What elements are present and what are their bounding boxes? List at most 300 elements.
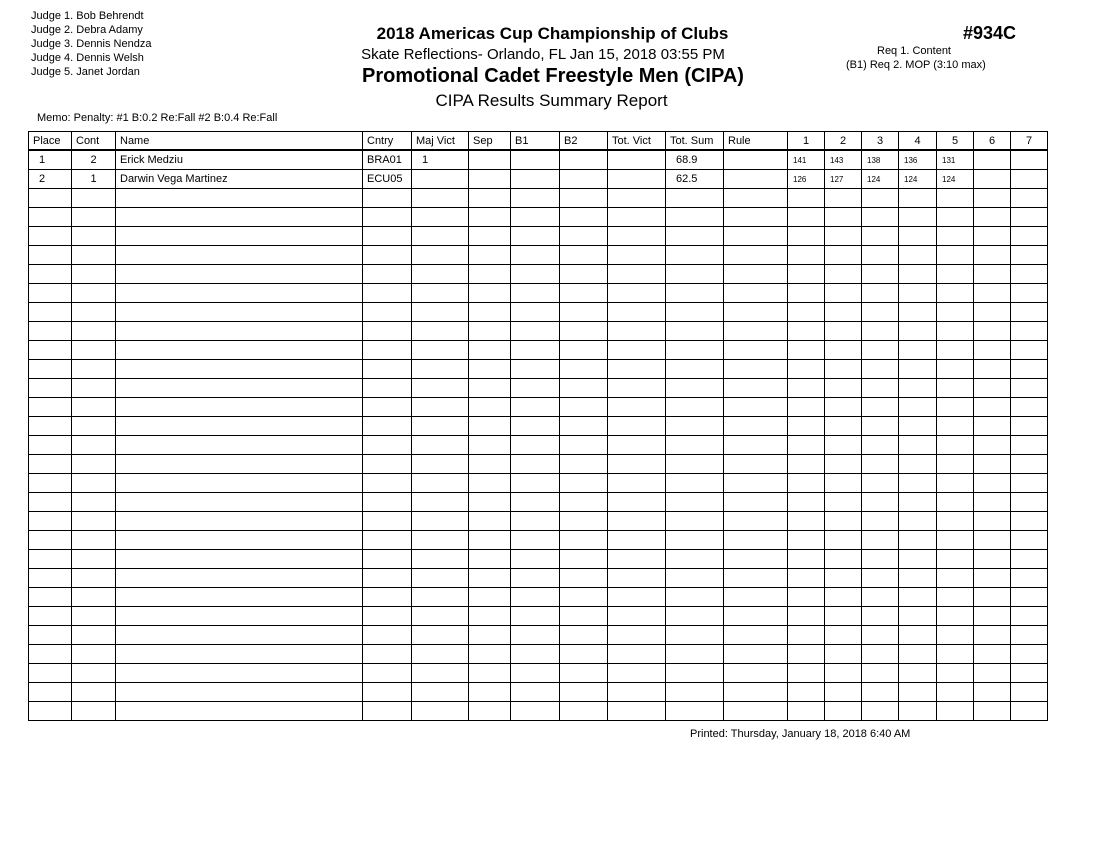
judge-5-score: 124 — [937, 170, 974, 189]
empty-cell — [608, 588, 666, 607]
empty-cell — [666, 702, 724, 721]
table-row-empty — [29, 683, 1048, 702]
empty-cell — [116, 588, 363, 607]
empty-cell — [937, 626, 974, 645]
empty-cell — [560, 588, 608, 607]
empty-cell — [788, 341, 825, 360]
empty-cell — [666, 189, 724, 208]
empty-cell — [862, 588, 899, 607]
empty-cell — [788, 588, 825, 607]
judge-2-score: 143 — [825, 150, 862, 170]
empty-cell — [974, 569, 1011, 588]
empty-cell — [511, 265, 560, 284]
empty-cell — [862, 512, 899, 531]
col-b2: B2 — [560, 132, 608, 151]
empty-cell — [724, 512, 788, 531]
empty-cell — [666, 398, 724, 417]
empty-cell — [608, 379, 666, 398]
empty-cell — [72, 474, 116, 493]
empty-cell — [937, 645, 974, 664]
empty-cell — [666, 379, 724, 398]
requirement-2: (B1) Req 2. MOP (3:10 max) — [846, 59, 986, 71]
empty-cell — [363, 208, 412, 227]
empty-cell — [560, 664, 608, 683]
empty-cell — [29, 626, 72, 645]
empty-cell — [724, 360, 788, 379]
empty-cell — [1011, 531, 1048, 550]
empty-cell — [116, 360, 363, 379]
empty-cell — [1011, 664, 1048, 683]
empty-cell — [363, 702, 412, 721]
memo: Memo: Penalty: #1 B:0.2 Re:Fall #2 B:0.4 Re:Fall — [37, 112, 278, 124]
empty-cell — [899, 227, 937, 246]
empty-cell — [862, 702, 899, 721]
empty-cell — [974, 360, 1011, 379]
empty-cell — [899, 379, 937, 398]
empty-cell — [1011, 436, 1048, 455]
empty-cell — [974, 550, 1011, 569]
table-row — [29, 170, 1048, 189]
empty-cell — [862, 284, 899, 303]
empty-cell — [937, 702, 974, 721]
empty-cell — [825, 322, 862, 341]
empty-cell — [1011, 208, 1048, 227]
maj-vict: 1 — [412, 150, 469, 170]
empty-cell — [116, 417, 363, 436]
empty-cell — [29, 303, 72, 322]
empty-cell — [862, 645, 899, 664]
empty-cell — [72, 664, 116, 683]
empty-cell — [974, 512, 1011, 531]
empty-cell — [974, 246, 1011, 265]
empty-cell — [72, 341, 116, 360]
empty-cell — [116, 702, 363, 721]
empty-cell — [724, 227, 788, 246]
empty-cell — [974, 607, 1011, 626]
table-row-empty — [29, 322, 1048, 341]
empty-cell — [29, 683, 72, 702]
empty-cell — [666, 607, 724, 626]
empty-cell — [724, 474, 788, 493]
empty-cell — [363, 588, 412, 607]
empty-cell — [862, 360, 899, 379]
empty-cell — [116, 303, 363, 322]
empty-cell — [560, 227, 608, 246]
empty-cell — [412, 645, 469, 664]
empty-cell — [412, 303, 469, 322]
empty-cell — [974, 227, 1011, 246]
event-number: #934C — [963, 23, 1017, 43]
empty-cell — [608, 246, 666, 265]
empty-cell — [937, 208, 974, 227]
empty-cell — [511, 208, 560, 227]
empty-cell — [560, 436, 608, 455]
empty-cell — [608, 189, 666, 208]
empty-cell — [511, 322, 560, 341]
empty-cell — [608, 683, 666, 702]
empty-cell — [1011, 246, 1048, 265]
empty-cell — [560, 607, 608, 626]
empty-cell — [862, 474, 899, 493]
empty-cell — [363, 436, 412, 455]
empty-cell — [412, 702, 469, 721]
empty-cell — [1011, 189, 1048, 208]
empty-cell — [469, 550, 511, 569]
empty-cell — [666, 569, 724, 588]
empty-cell — [899, 208, 937, 227]
table-row-empty — [29, 664, 1048, 683]
empty-cell — [937, 474, 974, 493]
empty-cell — [608, 227, 666, 246]
empty-cell — [469, 265, 511, 284]
empty-cell — [862, 227, 899, 246]
empty-cell — [937, 227, 974, 246]
empty-cell — [937, 588, 974, 607]
empty-cell — [608, 284, 666, 303]
empty-cell — [788, 550, 825, 569]
empty-cell — [72, 683, 116, 702]
empty-cell — [560, 189, 608, 208]
empty-cell — [608, 474, 666, 493]
empty-cell — [937, 512, 974, 531]
table-row-empty — [29, 588, 1048, 607]
empty-cell — [825, 189, 862, 208]
empty-cell — [412, 360, 469, 379]
empty-cell — [825, 284, 862, 303]
empty-cell — [1011, 474, 1048, 493]
empty-cell — [116, 379, 363, 398]
empty-cell — [363, 626, 412, 645]
empty-cell — [937, 607, 974, 626]
col-judge-4: 4 — [899, 132, 937, 151]
results-table — [28, 131, 1048, 721]
empty-cell — [1011, 493, 1048, 512]
requirements-list — [846, 44, 986, 72]
empty-cell — [1011, 322, 1048, 341]
empty-cell — [666, 227, 724, 246]
empty-cell — [724, 626, 788, 645]
empty-cell — [899, 493, 937, 512]
empty-cell — [825, 246, 862, 265]
empty-cell — [1011, 645, 1048, 664]
empty-cell — [974, 626, 1011, 645]
empty-cell — [560, 702, 608, 721]
empty-cell — [1011, 303, 1048, 322]
empty-cell — [862, 341, 899, 360]
empty-cell — [724, 265, 788, 284]
empty-cell — [899, 398, 937, 417]
empty-cell — [724, 417, 788, 436]
empty-cell — [29, 493, 72, 512]
empty-cell — [116, 664, 363, 683]
empty-cell — [29, 664, 72, 683]
empty-cell — [29, 607, 72, 626]
empty-cell — [412, 683, 469, 702]
col-judge-2: 2 — [825, 132, 862, 151]
empty-cell — [469, 683, 511, 702]
empty-cell — [724, 398, 788, 417]
b1 — [511, 150, 560, 170]
empty-cell — [116, 493, 363, 512]
tot-sum: 68.9 — [666, 150, 724, 170]
empty-cell — [608, 569, 666, 588]
empty-cell — [788, 531, 825, 550]
empty-cell — [724, 303, 788, 322]
empty-cell — [363, 189, 412, 208]
empty-cell — [560, 512, 608, 531]
empty-cell — [469, 227, 511, 246]
empty-cell — [469, 645, 511, 664]
empty-cell — [862, 607, 899, 626]
empty-cell — [666, 246, 724, 265]
empty-cell — [1011, 341, 1048, 360]
empty-cell — [72, 493, 116, 512]
judge-5-score: 131 — [937, 150, 974, 170]
country: BRA01 — [363, 150, 412, 170]
empty-cell — [608, 645, 666, 664]
empty-cell — [412, 493, 469, 512]
empty-cell — [788, 227, 825, 246]
empty-cell — [116, 208, 363, 227]
empty-cell — [862, 208, 899, 227]
empty-cell — [511, 493, 560, 512]
empty-cell — [788, 455, 825, 474]
empty-cell — [666, 626, 724, 645]
empty-cell — [937, 531, 974, 550]
empty-cell — [29, 360, 72, 379]
empty-cell — [899, 341, 937, 360]
empty-cell — [116, 645, 363, 664]
empty-cell — [469, 588, 511, 607]
judge-1-score: 126 — [788, 170, 825, 189]
judge-4-score: 124 — [899, 170, 937, 189]
empty-cell — [412, 341, 469, 360]
empty-cell — [724, 645, 788, 664]
empty-cell — [72, 436, 116, 455]
empty-cell — [560, 341, 608, 360]
place: 1 — [29, 150, 72, 170]
empty-cell — [1011, 265, 1048, 284]
empty-cell — [511, 702, 560, 721]
empty-cell — [666, 303, 724, 322]
empty-cell — [974, 645, 1011, 664]
empty-cell — [363, 645, 412, 664]
empty-cell — [469, 303, 511, 322]
empty-cell — [608, 607, 666, 626]
empty-cell — [825, 474, 862, 493]
empty-cell — [862, 322, 899, 341]
empty-cell — [1011, 550, 1048, 569]
table-row-empty — [29, 702, 1048, 721]
empty-cell — [825, 436, 862, 455]
empty-cell — [116, 569, 363, 588]
empty-cell — [788, 417, 825, 436]
empty-cell — [937, 436, 974, 455]
empty-cell — [72, 455, 116, 474]
empty-cell — [899, 645, 937, 664]
empty-cell — [937, 550, 974, 569]
empty-cell — [511, 436, 560, 455]
empty-cell — [788, 284, 825, 303]
empty-cell — [116, 436, 363, 455]
col-cont: Cont — [72, 132, 116, 151]
col-maj-vict: Maj Vict — [412, 132, 469, 151]
empty-cell — [560, 303, 608, 322]
empty-cell — [1011, 569, 1048, 588]
empty-cell — [412, 569, 469, 588]
empty-cell — [974, 303, 1011, 322]
empty-cell — [825, 664, 862, 683]
empty-cell — [116, 227, 363, 246]
empty-cell — [29, 189, 72, 208]
b2 — [560, 170, 608, 189]
empty-cell — [363, 417, 412, 436]
empty-cell — [608, 512, 666, 531]
empty-cell — [937, 493, 974, 512]
b1 — [511, 170, 560, 189]
empty-cell — [724, 702, 788, 721]
empty-cell — [560, 531, 608, 550]
empty-cell — [469, 569, 511, 588]
empty-cell — [116, 246, 363, 265]
judge-3: Judge 3. Dennis Nendza — [31, 38, 152, 50]
empty-cell — [724, 208, 788, 227]
empty-cell — [974, 683, 1011, 702]
empty-cell — [862, 379, 899, 398]
empty-cell — [72, 588, 116, 607]
judge-6-score — [974, 170, 1011, 189]
judge-2-score: 127 — [825, 170, 862, 189]
table-row-empty — [29, 360, 1048, 379]
empty-cell — [511, 398, 560, 417]
empty-cell — [666, 455, 724, 474]
empty-cell — [412, 626, 469, 645]
empty-cell — [937, 379, 974, 398]
empty-cell — [560, 360, 608, 379]
empty-cell — [899, 322, 937, 341]
empty-cell — [29, 379, 72, 398]
empty-cell — [116, 265, 363, 284]
cont: 2 — [72, 150, 116, 170]
empty-cell — [511, 417, 560, 436]
empty-cell — [608, 417, 666, 436]
empty-cell — [72, 379, 116, 398]
empty-cell — [29, 246, 72, 265]
empty-cell — [825, 341, 862, 360]
empty-cell — [469, 379, 511, 398]
empty-cell — [724, 493, 788, 512]
empty-cell — [560, 208, 608, 227]
empty-cell — [899, 455, 937, 474]
empty-cell — [937, 189, 974, 208]
empty-cell — [1011, 284, 1048, 303]
empty-cell — [974, 588, 1011, 607]
empty-cell — [825, 493, 862, 512]
empty-cell — [862, 493, 899, 512]
empty-cell — [788, 664, 825, 683]
empty-cell — [363, 303, 412, 322]
empty-cell — [412, 265, 469, 284]
empty-cell — [974, 417, 1011, 436]
country: ECU05 — [363, 170, 412, 189]
table-row-empty — [29, 493, 1048, 512]
empty-cell — [511, 303, 560, 322]
empty-cell — [511, 189, 560, 208]
empty-cell — [862, 455, 899, 474]
empty-cell — [899, 189, 937, 208]
empty-cell — [899, 246, 937, 265]
skater-name: Erick Medziu — [116, 150, 363, 170]
empty-cell — [412, 588, 469, 607]
empty-cell — [862, 303, 899, 322]
empty-cell — [412, 474, 469, 493]
empty-cell — [29, 702, 72, 721]
empty-cell — [899, 702, 937, 721]
empty-cell — [560, 626, 608, 645]
empty-cell — [825, 398, 862, 417]
empty-cell — [363, 512, 412, 531]
rule — [724, 170, 788, 189]
empty-cell — [29, 265, 72, 284]
judge-5: Judge 5. Janet Jordan — [31, 66, 140, 78]
empty-cell — [560, 284, 608, 303]
empty-cell — [974, 265, 1011, 284]
empty-cell — [825, 626, 862, 645]
empty-cell — [788, 246, 825, 265]
empty-cell — [937, 265, 974, 284]
empty-cell — [724, 531, 788, 550]
empty-cell — [937, 569, 974, 588]
empty-cell — [788, 493, 825, 512]
table-row-empty — [29, 512, 1048, 531]
empty-cell — [72, 550, 116, 569]
empty-cell — [788, 360, 825, 379]
empty-cell — [608, 360, 666, 379]
judge-7-score — [1011, 150, 1048, 170]
empty-cell — [788, 398, 825, 417]
empty-cell — [724, 683, 788, 702]
empty-cell — [469, 493, 511, 512]
sep — [469, 170, 511, 189]
col-sep: Sep — [469, 132, 511, 151]
empty-cell — [724, 569, 788, 588]
empty-cell — [862, 569, 899, 588]
empty-cell — [974, 398, 1011, 417]
empty-cell — [72, 569, 116, 588]
table-row-empty — [29, 246, 1048, 265]
table-row-empty — [29, 607, 1048, 626]
skater-name: Darwin Vega Martinez — [116, 170, 363, 189]
tot-sum: 62.5 — [666, 170, 724, 189]
empty-cell — [825, 702, 862, 721]
empty-cell — [899, 588, 937, 607]
empty-cell — [412, 512, 469, 531]
table-row-empty — [29, 550, 1048, 569]
empty-cell — [974, 474, 1011, 493]
empty-cell — [72, 265, 116, 284]
empty-cell — [511, 341, 560, 360]
empty-cell — [608, 531, 666, 550]
empty-cell — [825, 227, 862, 246]
empty-cell — [469, 398, 511, 417]
empty-cell — [724, 246, 788, 265]
empty-cell — [511, 607, 560, 626]
empty-cell — [560, 645, 608, 664]
empty-cell — [974, 208, 1011, 227]
empty-cell — [560, 569, 608, 588]
col-judge-6: 6 — [974, 132, 1011, 151]
table-row-empty — [29, 455, 1048, 474]
